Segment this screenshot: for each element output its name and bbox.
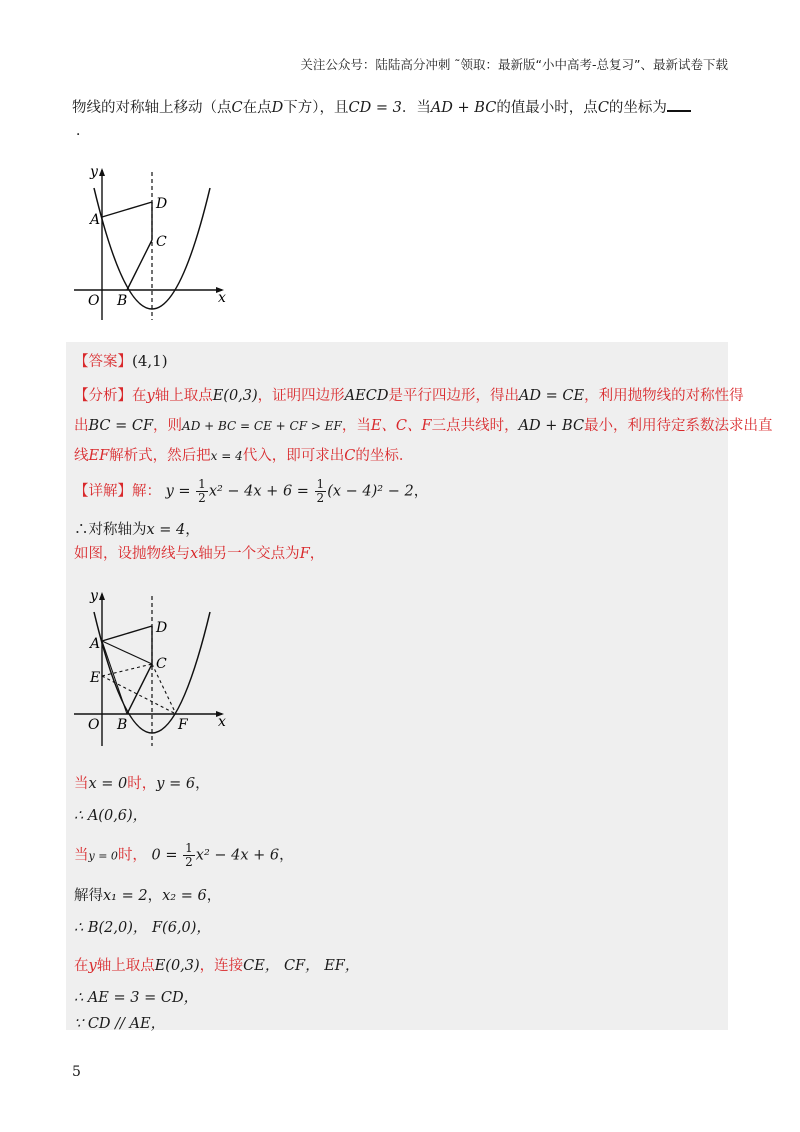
label-B: B bbox=[117, 293, 128, 309]
detail-line-2: ∴对称轴为x = 4， bbox=[74, 522, 200, 538]
segment-AC bbox=[102, 641, 152, 664]
intro-dot: ． bbox=[76, 123, 90, 139]
fraction-half: $\frac{1}{2}$ bbox=[198, 477, 206, 505]
analysis-line-2: 出BC = CF，则AD + BC = CE + CF > EF，当E、C、F三点共线时，AD + BC最小，利用待定系数法求出直 bbox=[74, 418, 773, 434]
step-6: 在y轴上取点E(0,3)，连接CE， CF， EF， bbox=[74, 958, 360, 974]
segment-EF bbox=[102, 676, 176, 714]
step-5: ∴ B(2,0)， F(6,0)， bbox=[74, 920, 211, 936]
segment-BC bbox=[127, 664, 152, 714]
page-header: 关注公众号：陆陆高分冲刺 ˜领取：最新版“小中高考-总复习”、最新试卷下载 bbox=[300, 57, 728, 72]
detail-line-3: 如图，设抛物线与x轴另一个交点为F， bbox=[74, 546, 325, 562]
segment-AD bbox=[102, 626, 152, 641]
analysis-line-3: 线EF解析式，然后把x = 4代入，即可求出C的坐标． bbox=[74, 448, 414, 464]
label-O: O bbox=[88, 293, 100, 309]
label-D: D bbox=[156, 196, 168, 212]
label-D: D bbox=[156, 620, 168, 636]
label-A: A bbox=[90, 212, 101, 228]
step-4: 解得x₁ = 2，x₂ = 6， bbox=[74, 888, 222, 904]
answer-blank bbox=[667, 96, 691, 112]
label-C: C bbox=[156, 234, 167, 250]
label-F: F bbox=[178, 717, 188, 733]
segment-AB bbox=[102, 641, 127, 714]
answer-line: 【答案】(4,1) bbox=[74, 352, 168, 370]
analysis-line-1: 【分析】在y轴上取点E(0,3)，证明四边形AECD是平行四边形，得出AD = CE，利用抛物线的对称性得 bbox=[74, 388, 744, 404]
step-7: ∴ AE = 3 = CD， bbox=[74, 990, 199, 1006]
label-O: O bbox=[88, 717, 100, 733]
problem-intro: 物线的对称轴上移动（点C在点D下方），且CD = 3．当AD + BC的值最小时，点C的坐标为 bbox=[72, 96, 732, 119]
detail-line-1: 【详解】解： y = $\frac{1}{2}$ x² − 4x + 6 = $\frac{1}{2}$ (x − 4)² − 2， bbox=[74, 477, 429, 505]
figure-2 bbox=[72, 586, 242, 756]
label-C: C bbox=[156, 656, 167, 672]
label-y: y bbox=[90, 164, 98, 180]
answer-value: (4,1) bbox=[132, 352, 168, 370]
fraction-half-3: $\frac{1}{2}$ bbox=[185, 841, 193, 869]
label-x: x bbox=[218, 714, 226, 730]
step-2: ∴ A(0,6)， bbox=[74, 808, 148, 824]
step-3: 当y = 0时， 0 = $\frac{1}{2}$ x² − 4x + 6， bbox=[74, 841, 294, 869]
label-E: E bbox=[90, 670, 101, 686]
segment-AD bbox=[102, 202, 152, 217]
step-1: 当x = 0时，y = 6， bbox=[74, 776, 210, 792]
label-x: x bbox=[218, 290, 226, 306]
label-A: A bbox=[90, 636, 101, 652]
page-number: 5 bbox=[72, 1064, 81, 1080]
step-8: ∵ CD // AE， bbox=[74, 1016, 166, 1032]
label-y: y bbox=[90, 588, 98, 604]
label-B: B bbox=[117, 717, 128, 733]
fraction-half-2: $\frac{1}{2}$ bbox=[316, 477, 325, 505]
segment-BC bbox=[127, 240, 152, 290]
figure-1 bbox=[72, 160, 242, 330]
